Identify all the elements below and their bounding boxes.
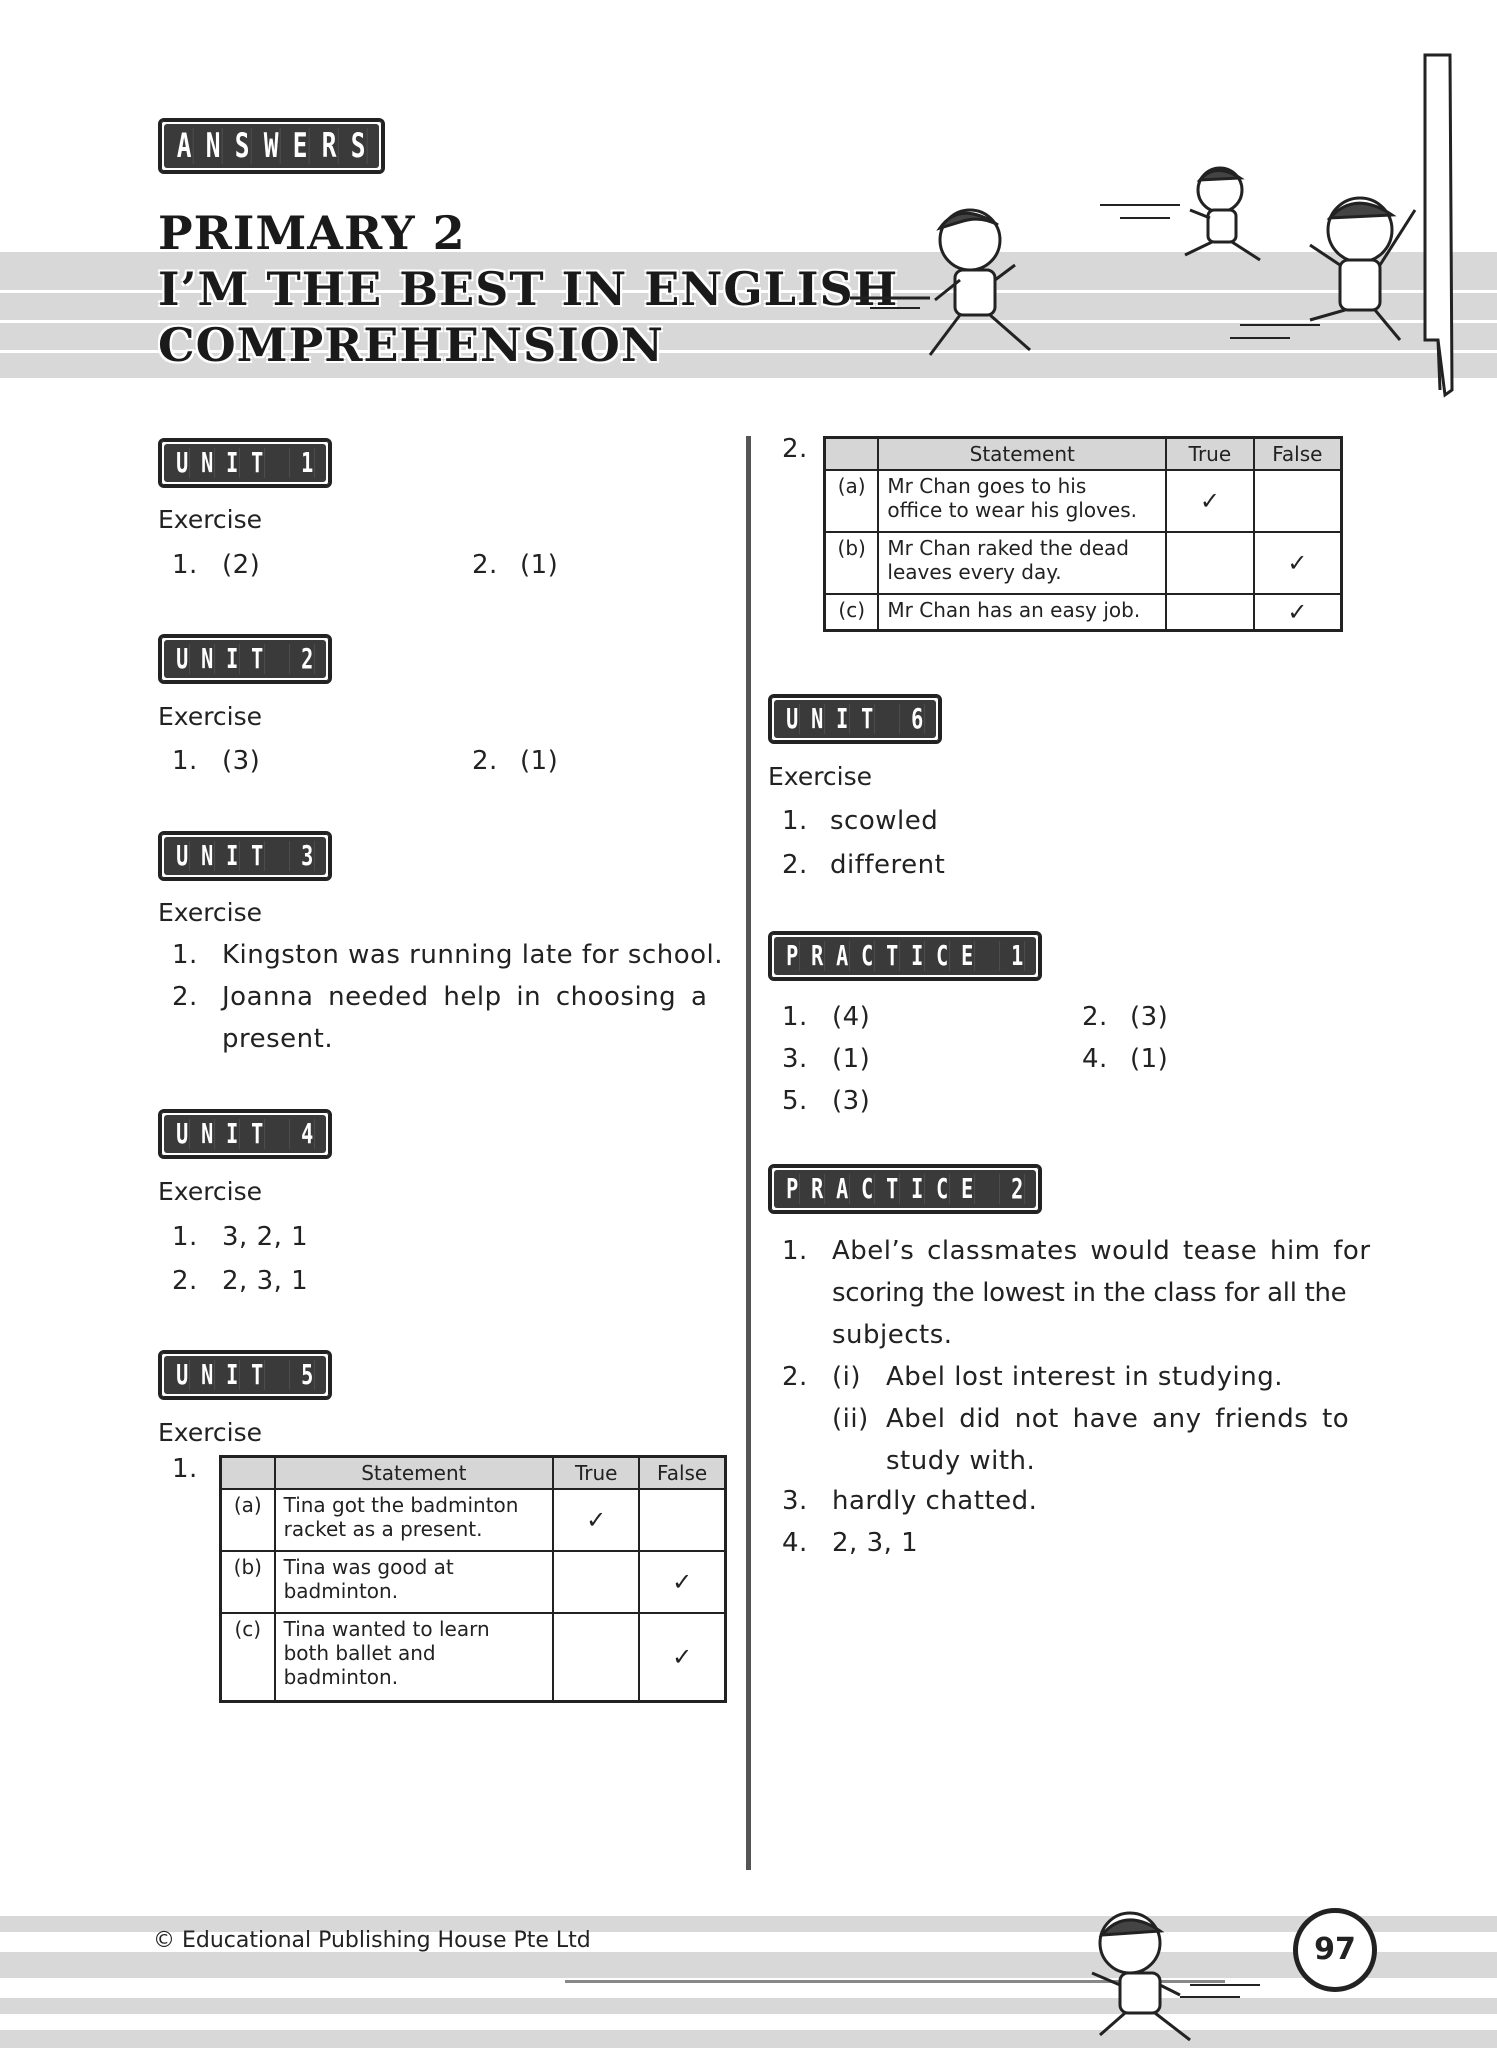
- unit-5-label: [158, 1350, 332, 1400]
- unit-2-answer-2: (1): [520, 746, 559, 776]
- label-letter: A: [176, 126, 192, 166]
- label-letter: [885, 704, 900, 734]
- label-letter: T: [251, 1358, 264, 1391]
- practice-2-answer-2-num: 2.: [782, 1362, 808, 1392]
- practice-1-answer-4: (1): [1130, 1044, 1169, 1074]
- row-id: (b): [825, 532, 879, 594]
- practice-1-label: [768, 931, 1042, 981]
- unit-6-answer-2: different: [830, 850, 946, 880]
- practice-2-answer-2ii-line-1: Abel did not have any friends to: [886, 1404, 1350, 1434]
- false-check: ✓: [1254, 594, 1342, 631]
- unit-6-answer-2-num: 2.: [782, 850, 808, 880]
- label-letter: [275, 644, 290, 674]
- column-divider: [746, 436, 751, 1870]
- running-boy-2: [1185, 168, 1260, 260]
- label-letter: N: [201, 642, 214, 675]
- table-header-false: False: [639, 1457, 725, 1490]
- practice-2-answer-2ii-num: (ii): [832, 1404, 869, 1434]
- unit-2-answer-1-num: 1.: [172, 746, 198, 776]
- running-children-illustration: [840, 50, 1460, 400]
- row-statement: [275, 1551, 554, 1613]
- label-letter: A: [836, 1172, 849, 1205]
- label-letter: 5: [301, 1358, 314, 1391]
- statement-line: office to wear his gloves.: [887, 498, 1137, 522]
- statement-line: leaves every day.: [887, 560, 1062, 584]
- label-letter: E: [961, 939, 974, 972]
- statement-line: Mr Chan goes to his: [887, 474, 1087, 498]
- table-header-row: [221, 1457, 726, 1490]
- label-letter: R: [811, 1172, 824, 1205]
- label-letter: U: [176, 642, 189, 675]
- practice-2-answer-1-line-1: Abel’s classmates would tease him for: [832, 1236, 1371, 1266]
- copyright-text: © Educational Publishing House Pte Ltd: [153, 1928, 591, 1953]
- practice-2-answer-4: 2, 3, 1: [832, 1528, 919, 1558]
- row-id: (c): [221, 1613, 275, 1701]
- unit-3-exercise-heading: Exercise: [158, 898, 263, 927]
- label-letter: T: [251, 1117, 264, 1150]
- label-letter: C: [936, 1172, 949, 1205]
- unit-5-exercise-heading: Exercise: [158, 1418, 263, 1447]
- label-letter: I: [911, 939, 924, 972]
- practice-1-answer-5-num: 5.: [782, 1086, 808, 1116]
- page-number: 97: [1293, 1908, 1377, 1992]
- false-check: ✓: [1254, 532, 1342, 594]
- label-letter: N: [205, 126, 221, 166]
- statement-line: Tina was good at: [283, 1555, 454, 1579]
- label-letter: [275, 1360, 290, 1390]
- practice-1-answer-2: (3): [1130, 1002, 1169, 1032]
- practice-2-answer-1-num: 1.: [782, 1236, 808, 1266]
- label-letter: N: [201, 839, 214, 872]
- row-statement: [878, 532, 1166, 594]
- unit-5-true-false-table: [219, 1455, 727, 1703]
- label-letter: [275, 1119, 290, 1149]
- unit-1-exercise-heading: Exercise: [158, 505, 263, 534]
- label-letter: N: [201, 1358, 214, 1391]
- answers-label: [158, 118, 385, 174]
- running-boy-3: [1310, 198, 1415, 340]
- label-letter: T: [886, 939, 899, 972]
- label-letter: 6: [911, 702, 924, 735]
- unit-6-answer-1: scowled: [830, 806, 939, 836]
- table-row: [221, 1551, 726, 1613]
- unit-2-answer-2-num: 2.: [472, 746, 498, 776]
- table-header-row: [825, 438, 1342, 471]
- page-title: [158, 205, 898, 373]
- label-letter: [985, 1174, 1000, 1204]
- label-letter: W: [263, 126, 279, 166]
- practice-2-answer-1-line-3: subjects.: [832, 1320, 953, 1350]
- label-letter: P: [786, 939, 799, 972]
- table-header-true: True: [1166, 438, 1254, 471]
- statement-line: badminton.: [283, 1579, 399, 1603]
- statement-line: badminton.: [283, 1665, 399, 1689]
- statement-line: Tina got the badminton: [283, 1493, 519, 1517]
- true-check: [553, 1613, 639, 1701]
- label-letter: I: [226, 1358, 239, 1391]
- label-letter: I: [226, 1117, 239, 1150]
- unit-3-answer-2-line-1: Joanna needed help in choosing a: [222, 982, 708, 1012]
- label-letter: N: [201, 446, 214, 479]
- unit-6-answer-1-num: 1.: [782, 806, 808, 836]
- unit-4-exercise-heading: Exercise: [158, 1177, 263, 1206]
- label-letter: T: [251, 642, 264, 675]
- unit-1-label: [158, 438, 332, 488]
- running-boy-1: [930, 210, 1030, 355]
- statement-line: both ballet and: [283, 1641, 436, 1665]
- label-letter: U: [786, 702, 799, 735]
- unit-2-answer-1: (3): [222, 746, 261, 776]
- label-letter: 4: [301, 1117, 314, 1150]
- practice-2-answer-2ii-line-2: study with.: [886, 1446, 1036, 1476]
- statement-line: Mr Chan raked the dead: [887, 536, 1129, 560]
- true-check: ✓: [1166, 470, 1254, 532]
- statement-line: Mr Chan has an easy job.: [887, 598, 1141, 622]
- unit-5-question-2-num: 2.: [782, 434, 808, 464]
- table-header-blank: [221, 1457, 275, 1490]
- unit-4-label: [158, 1109, 332, 1159]
- table-header-false: False: [1254, 438, 1342, 471]
- unit-3-answer-2-num: 2.: [172, 982, 198, 1012]
- false-check: [1254, 470, 1342, 532]
- label-letter: E: [292, 126, 308, 166]
- practice-1-answer-3: (1): [832, 1044, 871, 1074]
- label-letter: I: [836, 702, 849, 735]
- statement-line: racket as a present.: [283, 1517, 483, 1541]
- label-letter: C: [936, 939, 949, 972]
- practice-2-answer-2i-num: (i): [832, 1362, 862, 1392]
- table-header-statement: Statement: [275, 1457, 554, 1490]
- table-header-statement: Statement: [878, 438, 1166, 471]
- label-letter: U: [176, 1358, 189, 1391]
- practice-2-answer-1-line-2: scoring the lowest in the class for all the: [832, 1278, 1347, 1308]
- unit-4-answer-2-num: 2.: [172, 1266, 198, 1296]
- label-letter: A: [836, 939, 849, 972]
- unit-2-label: [158, 634, 332, 684]
- unit-1-answer-2-num: 2.: [472, 550, 498, 580]
- label-letter: C: [861, 1172, 874, 1205]
- unit-1-answer-1: (2): [222, 550, 261, 580]
- unit-3-answer-1: Kingston was running late for school.: [222, 940, 723, 970]
- unit-4-answer-1: 3, 2, 1: [222, 1222, 309, 1252]
- true-check: [1166, 594, 1254, 631]
- row-statement: [275, 1613, 554, 1701]
- table-header-true: True: [553, 1457, 639, 1490]
- table-row: [221, 1613, 726, 1701]
- title-line-3: COMPREHENSION: [158, 318, 664, 372]
- true-check: [553, 1551, 639, 1613]
- label-letter: S: [234, 126, 250, 166]
- false-check: ✓: [639, 1613, 725, 1701]
- practice-1-answer-1: (4): [832, 1002, 871, 1032]
- label-letter: U: [176, 839, 189, 872]
- unit-3-answer-1-num: 1.: [172, 940, 198, 970]
- label-letter: 2: [1011, 1172, 1024, 1205]
- label-letter: [275, 841, 290, 871]
- unit-5-question-1-num: 1.: [172, 1454, 198, 1484]
- false-check: [639, 1489, 725, 1551]
- unit-4-answer-1-num: 1.: [172, 1222, 198, 1252]
- row-id: (a): [221, 1489, 275, 1551]
- true-check: [1166, 532, 1254, 594]
- label-letter: I: [226, 446, 239, 479]
- unit-1-answer-2: (1): [520, 550, 559, 580]
- label-letter: R: [321, 126, 337, 166]
- label-letter: I: [226, 642, 239, 675]
- label-letter: [275, 448, 290, 478]
- practice-2-answer-3: hardly chatted.: [832, 1486, 1038, 1516]
- statement-line: Tina wanted to learn: [283, 1617, 490, 1641]
- practice-1-answer-4-num: 4.: [1082, 1044, 1108, 1074]
- title-line-2: I’M THE BEST IN ENGLISH: [158, 262, 899, 316]
- unit-4-answer-2: 2, 3, 1: [222, 1266, 309, 1296]
- row-statement: [878, 594, 1166, 631]
- practice-1-answer-2-num: 2.: [1082, 1002, 1108, 1032]
- row-id: (c): [825, 594, 879, 631]
- label-letter: E: [961, 1172, 974, 1205]
- label-letter: S: [350, 126, 366, 166]
- true-check: ✓: [553, 1489, 639, 1551]
- label-letter: U: [176, 1117, 189, 1150]
- false-check: ✓: [639, 1551, 725, 1613]
- label-letter: I: [226, 839, 239, 872]
- label-letter: [985, 941, 1000, 971]
- table-header-blank: [825, 438, 879, 471]
- label-letter: T: [251, 839, 264, 872]
- practice-2-answer-3-num: 3.: [782, 1486, 808, 1516]
- label-letter: I: [911, 1172, 924, 1205]
- practice-2-answer-4-num: 4.: [782, 1528, 808, 1558]
- table-row: [221, 1489, 726, 1551]
- unit-3-answer-2-line-2: present.: [222, 1024, 334, 1054]
- unit-3-label: [158, 831, 332, 881]
- label-letter: 1: [1011, 939, 1024, 972]
- unit-6-label: [768, 694, 942, 744]
- table-row: [825, 594, 1342, 631]
- unit-5-q2-true-false-table: [823, 436, 1343, 632]
- label-letter: T: [861, 702, 874, 735]
- table-row: [825, 532, 1342, 594]
- label-letter: N: [811, 702, 824, 735]
- label-letter: T: [251, 446, 264, 479]
- practice-2-answer-2i: Abel lost interest in studying.: [886, 1362, 1283, 1392]
- row-statement: [275, 1489, 554, 1551]
- practice-1-answer-3-num: 3.: [782, 1044, 808, 1074]
- label-letter: N: [201, 1117, 214, 1150]
- practice-1-answer-5: (3): [832, 1086, 871, 1116]
- label-letter: 1: [301, 446, 314, 479]
- label-letter: P: [786, 1172, 799, 1205]
- label-letter: U: [176, 446, 189, 479]
- label-letter: C: [861, 939, 874, 972]
- practice-2-label: [768, 1164, 1042, 1214]
- row-id: (b): [221, 1551, 275, 1613]
- row-statement: [878, 470, 1166, 532]
- unit-2-exercise-heading: Exercise: [158, 702, 263, 731]
- title-line-1: PRIMARY 2: [158, 206, 466, 260]
- footer-running-boy-illustration: [1080, 1895, 1280, 2045]
- label-letter: T: [886, 1172, 899, 1205]
- unit-1-answer-1-num: 1.: [172, 550, 198, 580]
- row-id: (a): [825, 470, 879, 532]
- label-letter: 2: [301, 642, 314, 675]
- practice-1-answer-1-num: 1.: [782, 1002, 808, 1032]
- label-letter: R: [811, 939, 824, 972]
- label-letter: 3: [301, 839, 314, 872]
- table-row: [825, 470, 1342, 532]
- unit-6-exercise-heading: Exercise: [768, 762, 873, 791]
